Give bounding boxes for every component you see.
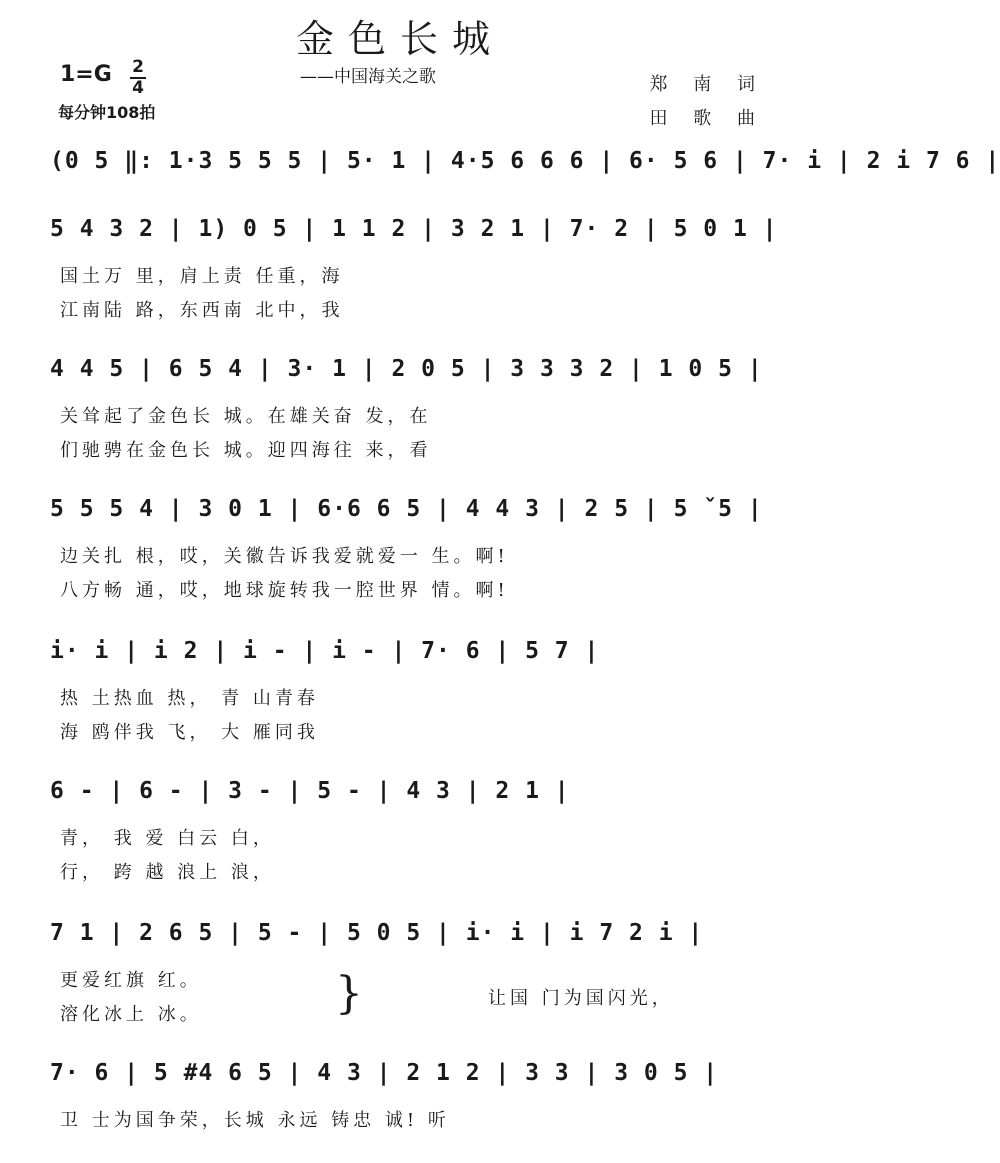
notation-row-5: i· i | i 2 | i - | i - | 7· 6 | 5 7 |	[50, 638, 600, 664]
key-signature: 1=G	[60, 62, 112, 87]
lyric-row-6-verse-2: 行， 跨 越 浪上 浪，	[60, 862, 275, 883]
lyric-row-2-verse-2: 江南陆 路，东西南 北中，我	[60, 300, 344, 321]
notation-row-4: 5 5 5 4 | 3 0 1 | 6·6 6 5 | 4 4 3 | 2 5 | 5 ˇ5 |	[50, 496, 763, 522]
verse-brace: }	[335, 968, 363, 1019]
lyricist-credit: 郑 南 词	[649, 74, 765, 95]
composer-credit: 田 歌 曲	[649, 108, 765, 129]
lyric-row-5-verse-1: 热 土热血 热， 青 山青春	[60, 688, 319, 709]
lyric-row-5-verse-2: 海 鸥伴我 飞， 大 雁同我	[60, 722, 319, 743]
lyric-row-8-verse-1: 卫 士为国争荣，长城 永远 铸忠 诚! 听	[60, 1110, 450, 1131]
lyric-row-3-verse-1: 关耸起了金色长 城。在雄关奋 发，在	[60, 406, 432, 427]
lyric-row-4-verse-1: 边关扎 根，哎，关徽告诉我爱就爱一 生。啊!	[60, 546, 509, 567]
notation-row-8: 7· 6 | 5 #4 6 5 | 4 3 | 2 1 2 | 3 3 | 3 0 5 |	[50, 1060, 719, 1086]
tempo-marking: 每分钟108拍	[58, 103, 156, 122]
lyric-row-3-verse-2: 们驰骋在金色长 城。迎四海往 来，看	[60, 440, 432, 461]
notation-row-6: 6 - | 6 - | 3 - | 5 - | 4 3 | 2 1 |	[50, 778, 570, 804]
song-subtitle: ——中国海关之歌	[300, 67, 436, 87]
notation-row-7: 7 1 | 2 6 5 | 5 - | 5 0 5 | i· i | i 7 2 i |	[50, 920, 704, 946]
notation-row-2: 5 4 3 2 | 1) 0 5 | 1 1 2 | 3 2 1 | 7· 2 | 5 0 1 |	[50, 216, 778, 242]
lyric-row-6-verse-1: 青， 我 爱 白云 白，	[60, 828, 275, 849]
time-signature-denominator: 4	[132, 78, 144, 98]
time-signature-numerator: 2	[132, 57, 144, 77]
notation-row-3: 4 4 5 | 6 5 4 | 3· 1 | 2 0 5 | 3 3 3 2 | 1 0 5 |	[50, 356, 763, 382]
song-title: 金色长城	[295, 17, 504, 61]
time-signature	[128, 58, 148, 98]
lyric-row-7-verse-2: 溶化冰上 冰。	[60, 1004, 202, 1025]
notation-row-1: (0 5 ‖: 1·3 5 5 5 | 5· 1 | 4·5 6 6 6 | 6· 5 6 | 7· i | 2 i 7 6 |	[50, 148, 1000, 174]
lyric-row-4-verse-2: 八方畅 通，哎，地球旋转我一腔世界 情。啊!	[60, 580, 509, 601]
lyric-row-7-shared: 让国 门为国闪光，	[488, 988, 674, 1009]
lyric-row-7-verse-1: 更爱红旗 红。	[60, 970, 202, 991]
lyric-row-2-verse-1: 国土万 里，肩上责 任重，海	[60, 266, 344, 287]
